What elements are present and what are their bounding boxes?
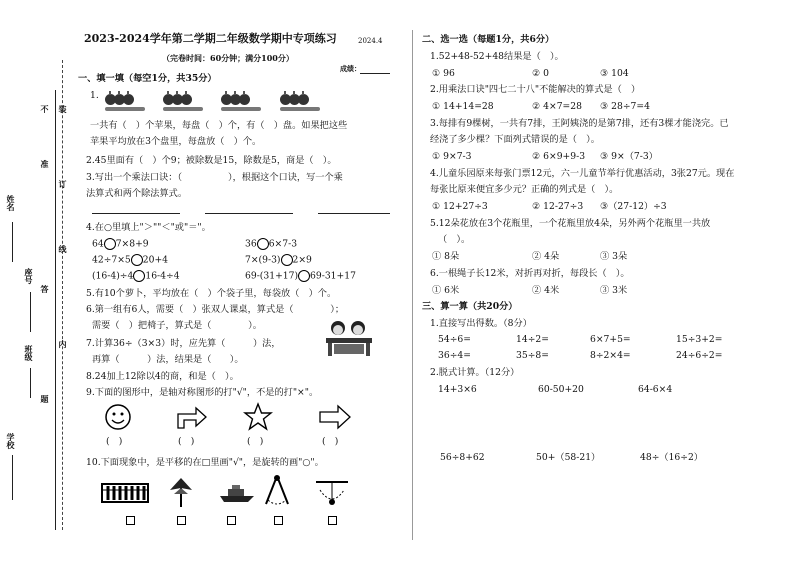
q4-title: 4.在○里填上"＞""＜"或"＝"。 xyxy=(86,222,211,233)
q9-answer-2[interactable]: ( ) xyxy=(178,436,195,447)
smiley-shape xyxy=(104,403,132,435)
q4-row2-left: 42÷7×5 20+4 xyxy=(92,254,169,266)
s2-q2-opt2[interactable]: ② 4×7=28 xyxy=(532,101,582,112)
s2-q5-stem2: （ ）。 xyxy=(438,234,471,245)
page-subtitle: （完卷时间：60分钟；满分100分） xyxy=(162,53,294,63)
compare-circle[interactable] xyxy=(131,254,143,266)
q1-text-line1: 一共有（ ）个苹果，每盘（ ）个，有（ ）盘。如果把这些 xyxy=(90,120,348,131)
apple-icon xyxy=(181,94,192,105)
margin-mark-5: 不 xyxy=(40,105,50,113)
pendulum-image xyxy=(314,478,350,512)
q10-checkbox-2[interactable] xyxy=(177,516,186,525)
margin-dash-line xyxy=(62,60,63,530)
school-field-label: 学校 xyxy=(6,433,16,449)
apple-icon xyxy=(239,94,250,105)
q9-text: 9.下面的图形中，是轴对称图形的打"√"，不是的打"×"。 xyxy=(86,387,319,398)
q7-text-line1: 7.计算36÷（3×3）时，应先算（ ）法， xyxy=(86,338,281,349)
name-field-label: 姓名 xyxy=(6,195,16,211)
direct-calc[interactable]: 54÷6= xyxy=(438,334,471,345)
margin-mark-2: 订 xyxy=(58,180,68,188)
q6-text-line1: 6.第一组有6人，需要（ ）张双人课桌，算式是（ ）； xyxy=(86,304,345,315)
q4-row1-right: 36 6×7-3 xyxy=(245,238,298,250)
pinwheel-image xyxy=(168,476,194,512)
right-arrow-shape xyxy=(318,404,352,434)
s2-q3-opt3[interactable]: ③ 9×（7-3） xyxy=(600,151,658,162)
s2-q2-opt1[interactable]: ① 14+14=28 xyxy=(432,101,494,112)
section1-title: 一、填一填（每空1分，共35分） xyxy=(78,73,217,84)
s2-q4-opt1[interactable]: ① 12+27÷3 xyxy=(432,201,488,212)
score-label: 成绩： xyxy=(340,64,361,73)
star-icon xyxy=(243,402,273,432)
q4-row3-right: 69-(31+17) 69-31+17 xyxy=(245,270,356,282)
q3-answer-line-3[interactable] xyxy=(318,213,390,214)
q4-row3-left: (16-4)÷4 16-4÷4 xyxy=(92,270,180,282)
s3-sub1: 1.直接写出得数。（8分） xyxy=(430,318,532,329)
section2-title: 二、选一选（每题1分，共6分） xyxy=(422,34,555,45)
name-field-line[interactable] xyxy=(12,222,13,262)
page-title: 2023-2024学年第二学期二年级数学期中专项练习 xyxy=(84,32,337,45)
q3-text-line2: 法算式和两个除法算式。 xyxy=(86,188,188,199)
bent-arrow-shape xyxy=(176,404,208,434)
star-shape xyxy=(243,402,273,436)
compass-image xyxy=(262,474,292,512)
section3-title: 三、算一算（共20分） xyxy=(422,301,518,312)
q4-row1-left: 64 7×8+9 xyxy=(92,238,149,250)
s2-q3-opt1[interactable]: ① 9×7-3 xyxy=(432,151,472,162)
s2-q1-stem: 1.52+48-52+48结果是（ ）。 xyxy=(430,51,564,62)
s2-q3-stem: 3.每排有9棵树，一共有7排，王阿姨浇的是第7排，还有3棵才能浇完。已 xyxy=(430,118,729,129)
s2-q1-opt2[interactable]: ② 0 xyxy=(532,68,550,79)
q3-text-line1: 3.写出一个乘法口诀：（ ），根据这个口诀，写一个乘 xyxy=(86,172,343,183)
binding-margin xyxy=(0,0,72,562)
s2-q5-opt2[interactable]: ② 4朵 xyxy=(532,251,560,262)
stepwise-calc[interactable]: 64-6×4 xyxy=(638,384,673,395)
boat-image xyxy=(218,482,256,508)
apple-icon xyxy=(123,94,134,105)
apple-icon xyxy=(298,94,309,105)
s2-q6-opt3[interactable]: ③ 3米 xyxy=(600,285,628,296)
direct-calc[interactable]: 35÷8= xyxy=(516,350,549,361)
q1-text-line2: 苹果平均放在3个盘里，每盘放（ ）个。 xyxy=(90,136,262,147)
apple-plate-2 xyxy=(163,90,203,111)
s2-q3-stem2: 经浇了多少棵？下面列式错误的是（ ）。 xyxy=(430,134,600,145)
direct-calc[interactable]: 15÷3+2= xyxy=(676,334,723,345)
s2-q5-stem: 5.12朵花放在3个花瓶里，一个花瓶里放4朵，另外两个花瓶里一共放 xyxy=(430,218,711,229)
q9-answer-3[interactable]: ( ) xyxy=(247,436,264,447)
q9-answer-4[interactable]: ( ) xyxy=(322,436,339,447)
margin-mark-4: 内 xyxy=(58,340,68,348)
stepwise-calc[interactable]: 50+（58-21） xyxy=(536,452,601,463)
q10-text: 10.下面现象中，是平移的在□里画"√"，是旋转的画"○"。 xyxy=(86,457,324,468)
margin-mark-1: 装 xyxy=(58,105,68,113)
compare-circle[interactable] xyxy=(104,238,116,250)
s2-q2-stem: 2.用乘法口诀"四七二十八"不能解决的算式是（ ） xyxy=(430,84,641,95)
column-divider xyxy=(412,30,413,540)
q10-checkbox-4[interactable] xyxy=(274,516,283,525)
direct-calc[interactable]: 6×7+5= xyxy=(590,334,631,345)
score-field[interactable] xyxy=(360,73,390,74)
s2-q1-opt3[interactable]: ③ 104 xyxy=(600,68,629,79)
margin-mark-6: 准 xyxy=(40,160,50,168)
q3-answer-line-1[interactable] xyxy=(92,213,180,214)
q1-number: 1. xyxy=(90,90,99,101)
s2-q6-stem: 6.一根绳子长12米，对折再对折，每段长（ ）。 xyxy=(430,268,630,279)
compass-icon xyxy=(262,474,292,508)
s3-sub2: 2.脱式计算。（12分） xyxy=(430,367,520,378)
margin-mark-3: 线 xyxy=(58,245,68,253)
stepwise-calc[interactable]: 56÷8+62 xyxy=(440,452,485,463)
s2-q4-stem2: 每张比原来便宜多少元？正确的列式是（ ）。 xyxy=(430,184,619,195)
s2-q6-opt1[interactable]: ① 6米 xyxy=(432,285,460,296)
q8-text: 8.24加上12除以4的商，和是（ ）。 xyxy=(86,371,239,382)
s2-q5-opt3[interactable]: ③ 3朵 xyxy=(600,251,628,262)
q9-answer-1[interactable]: ( ) xyxy=(106,436,123,447)
class-field-label: 班级 xyxy=(24,345,34,361)
s2-q2-opt3[interactable]: ③ 28÷7=4 xyxy=(600,101,650,112)
s2-q4-stem: 4.儿童乐园原来每张门票12元，六一儿童节举行优惠活动，3张27元。现在 xyxy=(430,168,735,179)
s2-q4-opt2[interactable]: ② 12-27÷3 xyxy=(532,201,584,212)
class-field-line[interactable] xyxy=(30,368,31,398)
seat-field-label: 座号 xyxy=(24,268,34,284)
q10-checkbox-3[interactable] xyxy=(227,516,236,525)
compare-circle[interactable] xyxy=(298,270,310,282)
s2-q4-opt3[interactable]: ③（27-12）÷3 xyxy=(600,201,667,212)
abacus-image xyxy=(100,480,150,510)
direct-calc[interactable]: 24÷6÷2= xyxy=(676,350,723,361)
margin-mark-7: 答 xyxy=(40,285,50,293)
seat-field-line[interactable] xyxy=(30,292,31,332)
direct-calc[interactable]: 36÷4= xyxy=(438,350,471,361)
s2-q5-opt1[interactable]: ① 8朵 xyxy=(432,251,460,262)
bent-arrow-icon xyxy=(176,404,208,430)
page-date: 2024.4 xyxy=(358,37,383,45)
stepwise-calc[interactable]: 48÷（16÷2） xyxy=(640,452,703,463)
q2-text: 2.45里面有（ ）个9；被除数是15，除数是5，商是（ ）。 xyxy=(86,155,337,166)
right-arrow-icon xyxy=(318,404,352,430)
pendulum-icon xyxy=(314,478,350,508)
compare-circle[interactable] xyxy=(281,254,293,266)
margin-mark-8: 题 xyxy=(40,395,50,403)
stepwise-calc[interactable]: 60-50+20 xyxy=(538,384,584,395)
apple-plate-4 xyxy=(280,90,320,111)
apple-plate-3 xyxy=(221,90,261,111)
pinwheel-icon xyxy=(168,476,194,508)
q3-answer-line-2[interactable] xyxy=(205,213,293,214)
apple-plates xyxy=(105,88,405,112)
smiley-icon xyxy=(104,403,132,431)
s2-q3-opt2[interactable]: ② 6×9+9-3 xyxy=(532,151,586,162)
stepwise-calc[interactable]: 14+3×6 xyxy=(438,384,477,395)
q4-row2-right: 7×(9-3) 2×9 xyxy=(245,254,312,266)
compare-circle[interactable] xyxy=(257,238,269,250)
boat-icon xyxy=(218,482,256,504)
q5-text: 5.有10个萝卜，平均放在（ ）个袋子里，每袋放（ ）个。 xyxy=(86,288,337,299)
kids-desk-image xyxy=(322,318,376,358)
margin-line xyxy=(55,90,56,530)
direct-calc[interactable]: 14÷2= xyxy=(516,334,549,345)
s2-q6-opt2[interactable]: ② 4米 xyxy=(532,285,560,296)
q7-text-line2: 再算（ ）法，结果是（ ）。 xyxy=(92,354,244,365)
compare-circle[interactable] xyxy=(133,270,145,282)
s2-q1-opt1[interactable]: ① 96 xyxy=(432,68,455,79)
q10-checkbox-1[interactable] xyxy=(126,516,135,525)
q10-checkbox-5[interactable] xyxy=(328,516,337,525)
q6-text-line2: 需要（ ）把椅子，算式是（ ）。 xyxy=(92,320,262,331)
abacus-icon xyxy=(100,480,150,506)
apple-plate-1 xyxy=(105,90,145,111)
direct-calc[interactable]: 8÷2×4= xyxy=(590,350,631,361)
school-field-line[interactable] xyxy=(12,455,13,500)
